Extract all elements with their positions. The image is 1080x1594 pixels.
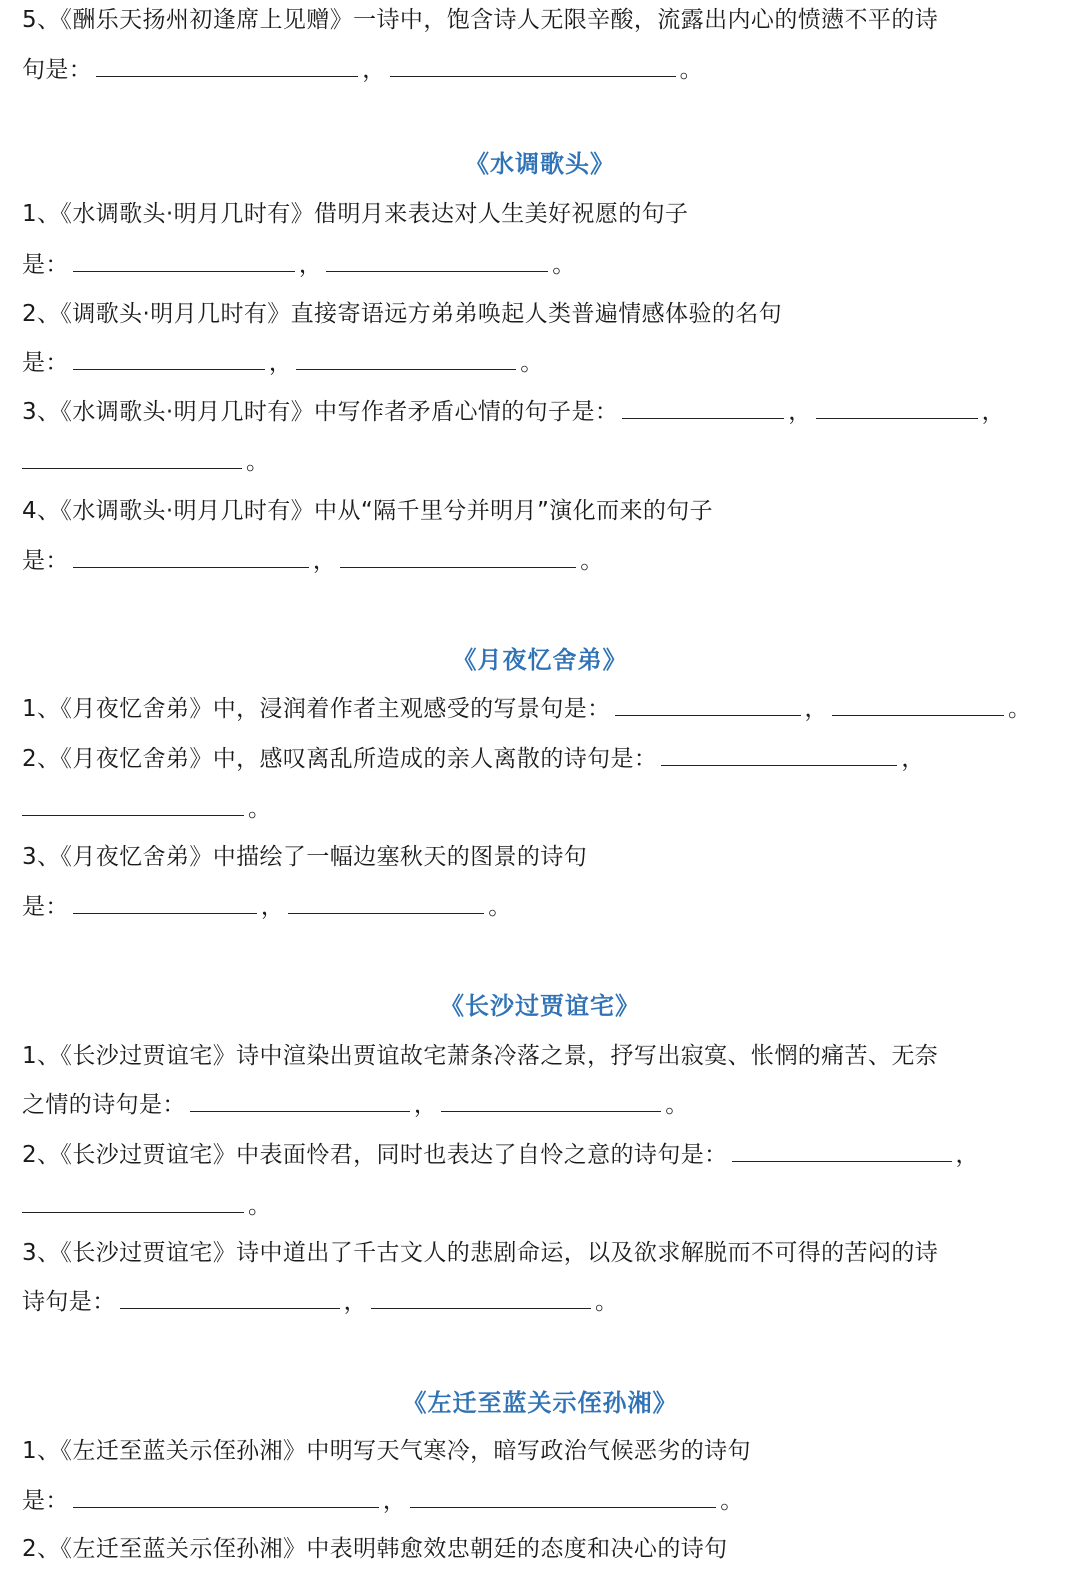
comma: ， [268, 350, 293, 376]
question-1-3-line2 [22, 446, 269, 478]
period: 。 [520, 350, 544, 376]
period: 。 [580, 548, 604, 574]
period: 。 [488, 894, 512, 920]
question-0-1-line2 [22, 54, 703, 86]
question-1-4-line1: 4、《水调歌头·明月几时有》中从“隔千里兮并明月”演化而来的句子 [22, 498, 714, 524]
question-0-1-line1: 5、《酬乐天扬州初逢席上见赠》一诗中，饱含诗人无限辛酸，流露出内心的愤懑不平的诗 [22, 7, 939, 33]
period: 。 [246, 449, 270, 475]
question-label: 是： [22, 350, 69, 376]
question-2-3-line1: 3、《月夜忆舍弟》中描绘了一幅边塞秋天的图景的诗句 [22, 844, 588, 870]
question-3-1-line2 [22, 1089, 689, 1121]
question-text: 3、《水调歌头·明月几时有》中写作者矛盾心情的句子是： [22, 399, 619, 425]
question-text: 2、《长沙过贾谊宅》中表面怜君，同时也表达了自怜之意的诗句是： [22, 1142, 728, 1168]
comma: ， [260, 894, 285, 920]
comma: ， [413, 1092, 438, 1118]
answer-blank[interactable] [661, 743, 897, 766]
answer-blank[interactable] [288, 891, 484, 914]
answer-blank[interactable] [326, 249, 548, 272]
comma: ， [981, 399, 1006, 425]
question-1-2-line1: 2、《调歌头·明月几时有》直接寄语远方弟弟唤起人类普遍情感体验的名句 [22, 301, 783, 327]
comma: ， [804, 696, 828, 722]
answer-blank[interactable] [73, 347, 265, 370]
answer-blank[interactable] [96, 54, 358, 77]
period: 。 [248, 796, 272, 822]
comma: ， [362, 57, 386, 83]
comma: ， [382, 1488, 407, 1514]
answer-blank[interactable] [615, 693, 801, 716]
answer-blank[interactable] [190, 1089, 410, 1112]
period: 。 [1007, 696, 1032, 722]
question-3-2-line1 [22, 1139, 979, 1171]
period: 。 [720, 1488, 744, 1514]
answer-blank[interactable] [73, 249, 295, 272]
answer-blank[interactable] [816, 396, 978, 419]
comma: ， [955, 1142, 979, 1168]
answer-blank[interactable] [120, 1286, 340, 1309]
answer-blank[interactable] [371, 1286, 591, 1309]
answer-blank[interactable] [73, 891, 257, 914]
question-text: 1、《月夜忆舍弟》中，浸润着作者主观感受的写景句是： [22, 696, 611, 722]
answer-blank[interactable] [340, 545, 576, 568]
comma: ， [788, 399, 812, 425]
section-title: 《长沙过贾谊宅》 [440, 992, 640, 1020]
question-label: 句是： [22, 57, 93, 83]
question-1-2-line2 [22, 347, 544, 379]
answer-blank[interactable] [390, 54, 676, 77]
question-text: 2、《月夜忆舍弟》中，感叹离乱所造成的亲人离散的诗句是： [22, 746, 658, 772]
answer-blank[interactable] [296, 347, 516, 370]
question-4-1-line2 [22, 1485, 744, 1517]
question-2-1-line1 [22, 693, 1031, 725]
question-label: 是： [22, 548, 69, 574]
answer-blank[interactable] [832, 693, 1004, 716]
comma: ， [312, 548, 337, 574]
answer-blank[interactable] [22, 1190, 244, 1213]
section-title: 《月夜忆舍弟》 [452, 646, 628, 674]
question-label: 是： [22, 894, 69, 920]
comma: ， [298, 252, 323, 278]
question-label: 是： [22, 1488, 69, 1514]
comma: ， [901, 746, 925, 772]
answer-blank[interactable] [73, 1485, 379, 1508]
section-title: 《左迁至蓝关示侄孙湘》 [402, 1389, 678, 1417]
answer-blank[interactable] [22, 446, 242, 469]
answer-blank[interactable] [73, 545, 309, 568]
question-4-1-line1: 1、《左迁至蓝关示侄孙湘》中明写天气寒冷，暗写政治气候恶劣的诗句 [22, 1438, 751, 1464]
question-3-3-line1: 3、《长沙过贾谊宅》诗中道出了千古文人的悲剧命运，以及欲求解脱而不可得的苦闷的诗 [22, 1240, 939, 1266]
question-3-2-line2 [22, 1190, 271, 1222]
question-2-3-line2 [22, 891, 512, 923]
question-2-2-line2 [22, 793, 271, 825]
question-label: 之情的诗句是： [22, 1092, 186, 1118]
question-3-3-line2 [22, 1286, 618, 1318]
question-4-2-line1: 2、《左迁至蓝关示侄孙湘》中表明韩愈效忠朝廷的态度和决心的诗句 [22, 1536, 728, 1562]
question-2-2-line1 [22, 743, 925, 775]
question-1-3-line1 [22, 396, 1005, 428]
period: 。 [665, 1092, 689, 1118]
answer-blank[interactable] [22, 793, 244, 816]
question-1-1-line2 [22, 249, 576, 281]
answer-blank[interactable] [622, 396, 784, 419]
answer-blank[interactable] [441, 1089, 661, 1112]
period: 。 [552, 252, 576, 278]
answer-blank[interactable] [410, 1485, 716, 1508]
comma: ， [343, 1289, 368, 1315]
section-title: 《水调歌头》 [465, 150, 615, 178]
question-1-1-line1: 1、《水调歌头·明月几时有》借明月来表达对人生美好祝愿的句子 [22, 201, 689, 227]
question-1-4-line2 [22, 545, 604, 577]
period: 。 [248, 1193, 272, 1219]
period: 。 [595, 1289, 619, 1315]
question-label: 诗句是： [22, 1289, 116, 1315]
period: 。 [679, 57, 704, 83]
question-label: 是： [22, 252, 69, 278]
answer-blank[interactable] [732, 1139, 952, 1162]
question-3-1-line1: 1、《长沙过贾谊宅》诗中渲染出贾谊故宅萧条冷落之景，抒写出寂寞、怅惘的痛苦、无奈 [22, 1043, 939, 1069]
